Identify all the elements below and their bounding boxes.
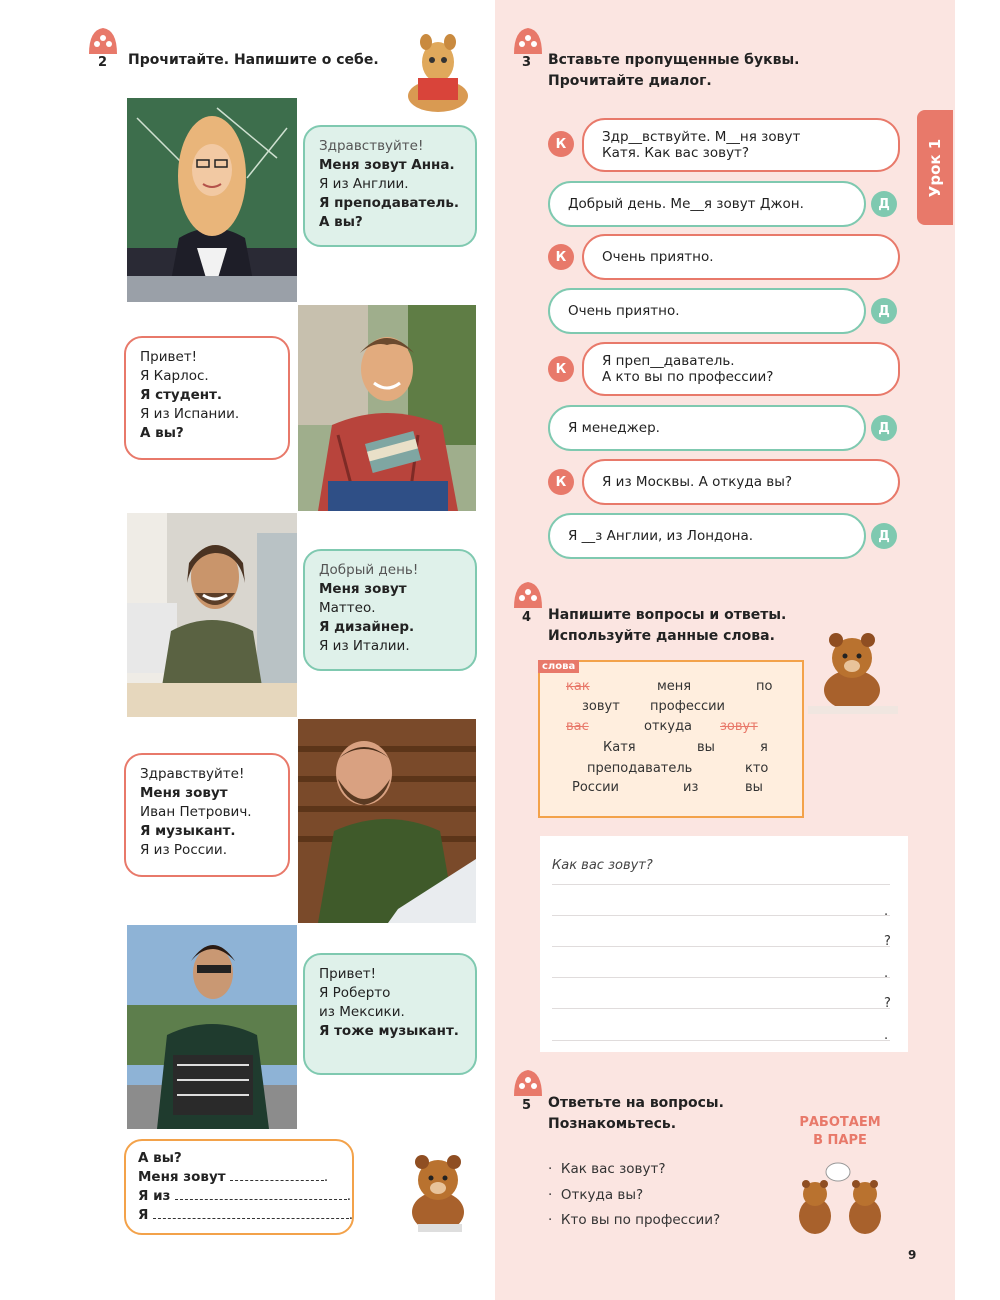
question-item: · Откуда вы? (548, 1187, 644, 1203)
answer-mark: ? (884, 934, 891, 949)
page-number: 9 (908, 1248, 917, 1262)
word-crossed: зовут (720, 719, 758, 734)
profession-blank[interactable] (153, 1218, 349, 1219)
speech-bubble-roberto: Привет! Я Роберто из Мексики. Я тоже музыкант. (303, 953, 477, 1075)
exercise-number: 3 (522, 55, 532, 70)
exercise-title: Напишите вопросы и ответы. Используйте данные слова. (548, 607, 787, 644)
exercise-title: Прочитайте. Напишите о себе. (128, 52, 379, 68)
write-about-yourself-bubble[interactable]: А вы? Меня зовут . Я из . Я . (124, 1139, 354, 1235)
speaker-k-badge: К (548, 469, 574, 495)
dialog-line-2[interactable]: Добрый день. Ме__я зовут Джон. (548, 181, 866, 227)
answer-line[interactable] (552, 884, 890, 885)
speaker-d-badge: Д (871, 523, 897, 549)
exercise-number: 5 (522, 1098, 532, 1113)
answer-line[interactable] (552, 977, 890, 978)
speaker-k-badge: К (548, 244, 574, 270)
answer-line[interactable] (552, 915, 890, 916)
speech-bubble-anna: Здравствуйте! Меня зовут Анна. Я из Англии. Я преподаватель. А вы? (303, 125, 477, 247)
answer-mark: . (884, 1028, 889, 1043)
name-blank[interactable] (230, 1180, 324, 1181)
answer-line[interactable] (552, 1040, 890, 1041)
speech-bubble-carlos: Привет! Я Карлос. Я студент. Я из Испании. А вы? (124, 336, 290, 460)
question-item: · Кто вы по профессии? (548, 1212, 721, 1228)
word: кто (745, 761, 769, 776)
speech-bubble-ivan: Здравствуйте! Меня зовут Иван Петрович. Я музыкант. Я из России. (124, 753, 290, 877)
word: профессии (650, 699, 726, 714)
photo-designer-man (127, 513, 297, 717)
origin-blank[interactable] (175, 1199, 347, 1200)
word: вы (697, 740, 715, 755)
dialog-line-5[interactable]: Я преп__даватель. А кто вы по профессии? (582, 342, 900, 396)
speaker-k-badge: К (548, 131, 574, 157)
dialog-line-1[interactable]: Здр__вствуйте. М__ня зовут Катя. Как вас зовут? (582, 118, 900, 172)
speaker-k-badge: К (548, 356, 574, 382)
question-item: · Как вас зовут? (548, 1161, 666, 1177)
word: зовут (582, 699, 620, 714)
exercise-speaking-icon (511, 24, 545, 58)
dialog-line-8[interactable]: Я __з Англии, из Лондона. (548, 513, 866, 559)
dialog-line-3[interactable]: Очень приятно. (582, 234, 900, 280)
answer-mark: . (884, 904, 889, 919)
answer-line[interactable] (552, 1008, 890, 1009)
word: по (756, 679, 773, 694)
word: меня (657, 679, 692, 694)
example-answer: Как вас зовут? (552, 858, 653, 873)
photo-musician-ivan (298, 719, 476, 923)
speaker-d-badge: Д (871, 191, 897, 217)
mascot-bear-icon (398, 1148, 476, 1234)
exercise-title: Вставьте пропущенные буквы. Прочитайте диалог. (548, 52, 800, 89)
word: вы (745, 780, 763, 795)
word: из (683, 780, 699, 795)
pair-work-label: РАБОТАЕМ В ПАРЕ (799, 1115, 881, 1148)
exercise-title: Ответьте на вопросы. Познакомьтесь. (548, 1095, 724, 1132)
word: преподаватель (587, 761, 693, 776)
answer-line[interactable] (552, 946, 890, 947)
word: откуда (644, 719, 693, 734)
exercise-speaking-icon (511, 1066, 545, 1100)
mascot-bear-icon (808, 628, 898, 716)
photo-teacher-woman (127, 98, 297, 302)
speaker-d-badge: Д (871, 415, 897, 441)
exercise-number: 4 (522, 610, 532, 625)
photo-musician-roberto (127, 925, 297, 1129)
word-crossed: как (566, 679, 590, 694)
answer-mark: . (884, 966, 889, 981)
dialog-line-7[interactable]: Я из Москвы. А откуда вы? (582, 459, 900, 505)
word: я (760, 740, 768, 755)
lesson-side-tab: Урок 1 (917, 110, 953, 225)
exercise-number: 2 (98, 55, 108, 70)
answer-mark: ? (884, 996, 891, 1011)
mascot-reading-icon (400, 32, 476, 112)
dialog-line-6[interactable]: Я менеджер. (548, 405, 866, 451)
exercise-writing-icon (511, 578, 545, 612)
two-bears-talking-icon (790, 1160, 890, 1236)
word: Катя (603, 740, 636, 755)
exercise-reading-icon (86, 24, 120, 58)
word-crossed: вас (566, 719, 589, 734)
speaker-d-badge: Д (871, 298, 897, 324)
word-bank-tag: слова (538, 660, 579, 673)
dialog-line-4[interactable]: Очень приятно. (548, 288, 866, 334)
speech-bubble-matteo: Добрый день! Меня зовут Маттео. Я дизайнер. Я из Италии. (303, 549, 477, 671)
photo-student-man (298, 305, 476, 511)
word: России (572, 780, 619, 795)
